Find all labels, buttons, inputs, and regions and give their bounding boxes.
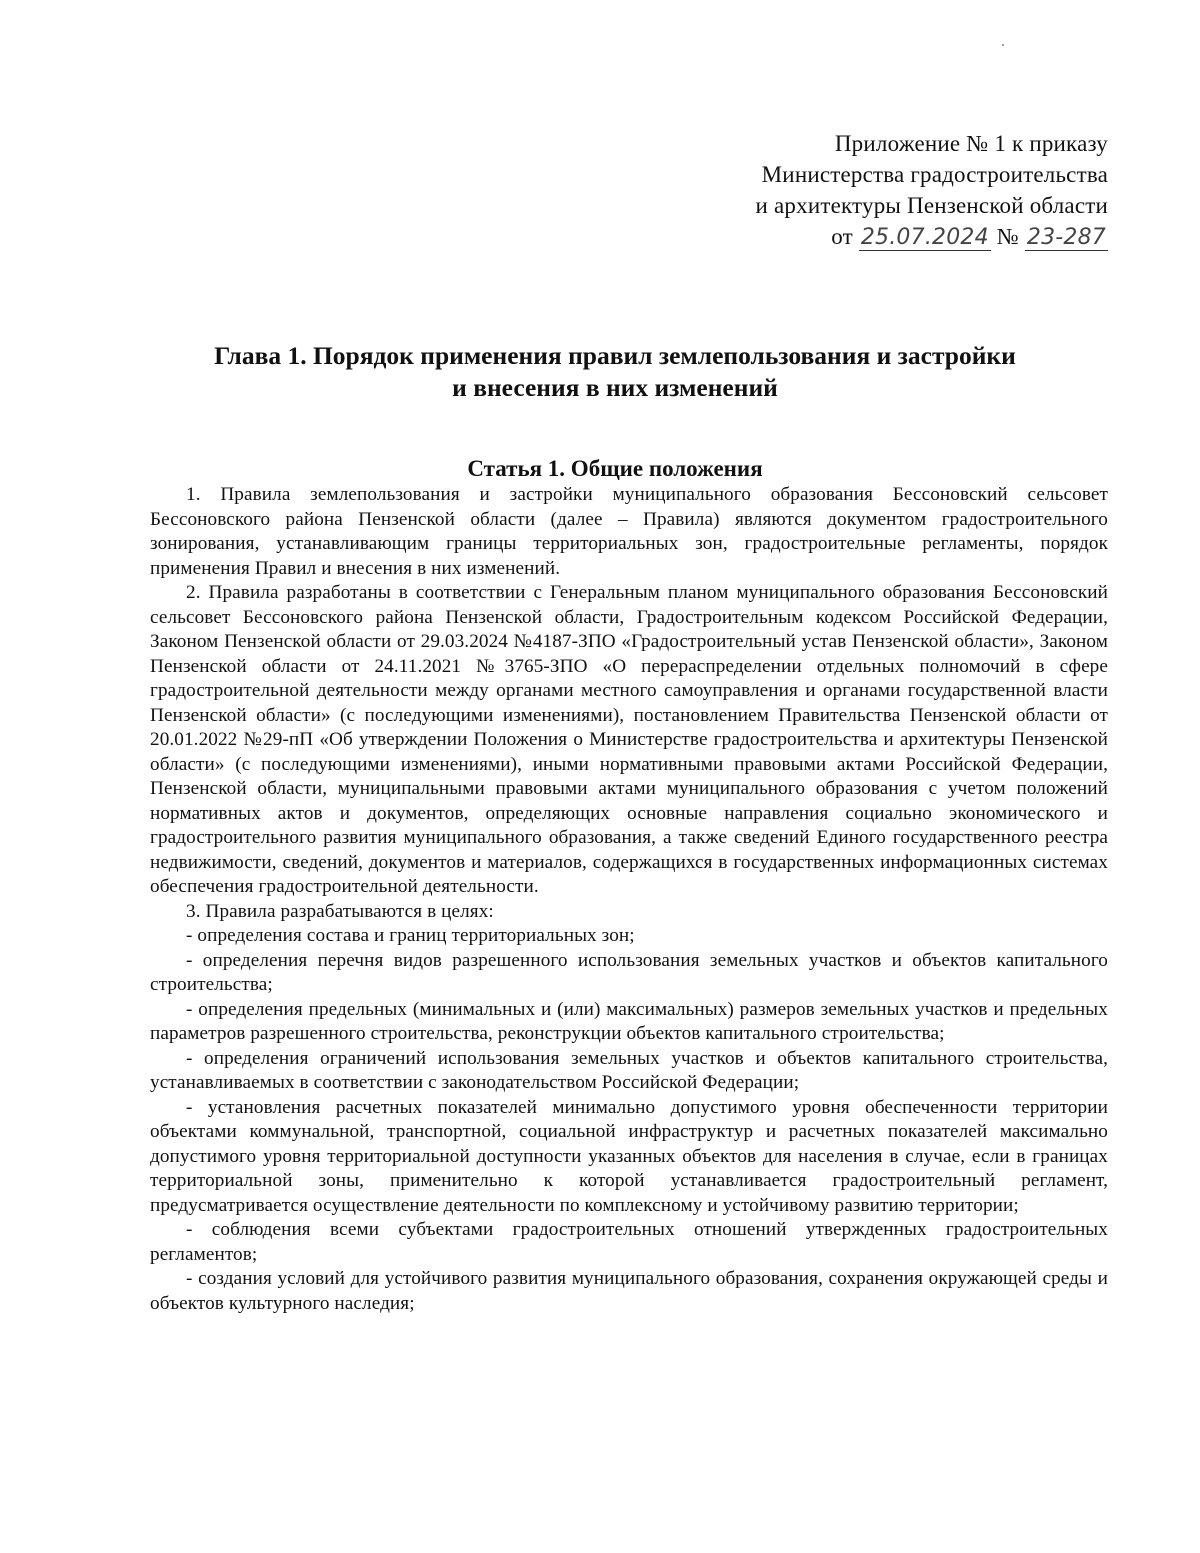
chapter-title-line-2: и внесения в них изменений <box>452 373 778 402</box>
paragraph-3: 3. Правила разрабатываются в целях: <box>186 900 494 922</box>
list-item: - установления расчетных показателей минимально допустимого уровня обеспеченности территории объектами коммунальной, транспортной, социальной инфраструктур и расчетных показателей максимально допустимого уровня территориальной доступности указанных объектов для населения в случае, если в границах территориальной зоны, применительно к которой устанавливается градостроительный регламент, предусматривается осуществление деятельности по комплексному и устойчивому развитию территории; <box>150 1096 1108 1216</box>
list-item: - определения ограничений использования земельных участков и объектов капитального строительства, устанавливаемых в соответствии с законодательством Российской Федерации; <box>150 1047 1108 1093</box>
chapter-title <box>120 340 1110 404</box>
list-item: - определения перечня видов разрешенного использования земельных участков и объектов капитального строительства; <box>150 949 1108 995</box>
list-item: - создания условий для устойчивого развития муниципального образования, сохранения окружающей среды и объектов культурного наследия; <box>150 1268 1108 1314</box>
number-prefix: № <box>996 224 1019 249</box>
order-date-number-line <box>648 221 1108 252</box>
list-item: - определения предельных (минимальных и (или) максимальных) размеров земельных участков и предельных параметров разрешенного строительства, реконструкции объектов капитального строительства; <box>150 998 1108 1044</box>
list-item: - соблюдения всеми субъектами градостроительных отношений утвержденных градостроительных регламентов; <box>150 1219 1108 1265</box>
paragraph-1: 1. Правила землепользования и застройки муниципального образования Бессоновский сельсовет Бессоновского района Пензенской области (далее – Правила) являются документом градостроительного зонирования, устанавливающим границы территориальных зон, градостроительные регламенты, порядок применения Правил и внесения в них изменений. <box>150 484 1108 579</box>
appendix-header <box>648 128 1108 252</box>
handwritten-date: 25.07.2024 <box>860 225 989 250</box>
scan-speck <box>1002 44 1004 46</box>
article-body <box>150 483 1108 1316</box>
appendix-line-1: Приложение № 1 к приказу <box>834 131 1108 156</box>
appendix-line-3: и архитектуры Пензенской области <box>755 193 1108 218</box>
appendix-line-2: Министерства градостроительства <box>761 162 1108 187</box>
date-prefix: от <box>831 224 853 249</box>
handwritten-order-number: 23-287 <box>1026 225 1106 250</box>
list-item: - определения состава и границ территориальных зон; <box>186 925 635 946</box>
article-title: Статья 1. Общие положения <box>467 456 763 481</box>
paragraph-2: 2. Правила разработаны в соответствии с Генеральным планом муниципального образования Бессоновский сельсовет Бессоновского района Пензенской области, Градостроительным кодексом Российской Федерации, Законом Пензенской области от 29.03.2024 №4187-ЗПО «Градостроительный устав Пензенской области», Законом Пензенской области от 24.11.2021 №3765-ЗПО «О перераспределении отдельных полномочий в сфере градостроительной деятельности между органами местного самоуправления и органами государственной власти Пензенской области» (с последующими изменениями), постановлением Правительства Пензенской области от 20.01.2022 №29-пП «Об утверждении Положения о Министерстве градостроительства и архитектуры Пензенской области» (с последующими изменениями), иными нормативными правовыми актами Российской Федерации, Пензенской области, муниципальными правовыми актами муниципального образования с учетом положений нормативных актов и документов, определяющих основные направления социально экономического и градостроительного развития муниципального образования, а также сведений Единого государственного реестра недвижимости, сведений, документов и материалов, содержащихся в государственных информационных системах обеспечения градостроительной деятельности. <box>150 582 1108 897</box>
chapter-title-line-1: Глава 1. Порядок применения правил землепользования и застройки <box>214 341 1016 370</box>
